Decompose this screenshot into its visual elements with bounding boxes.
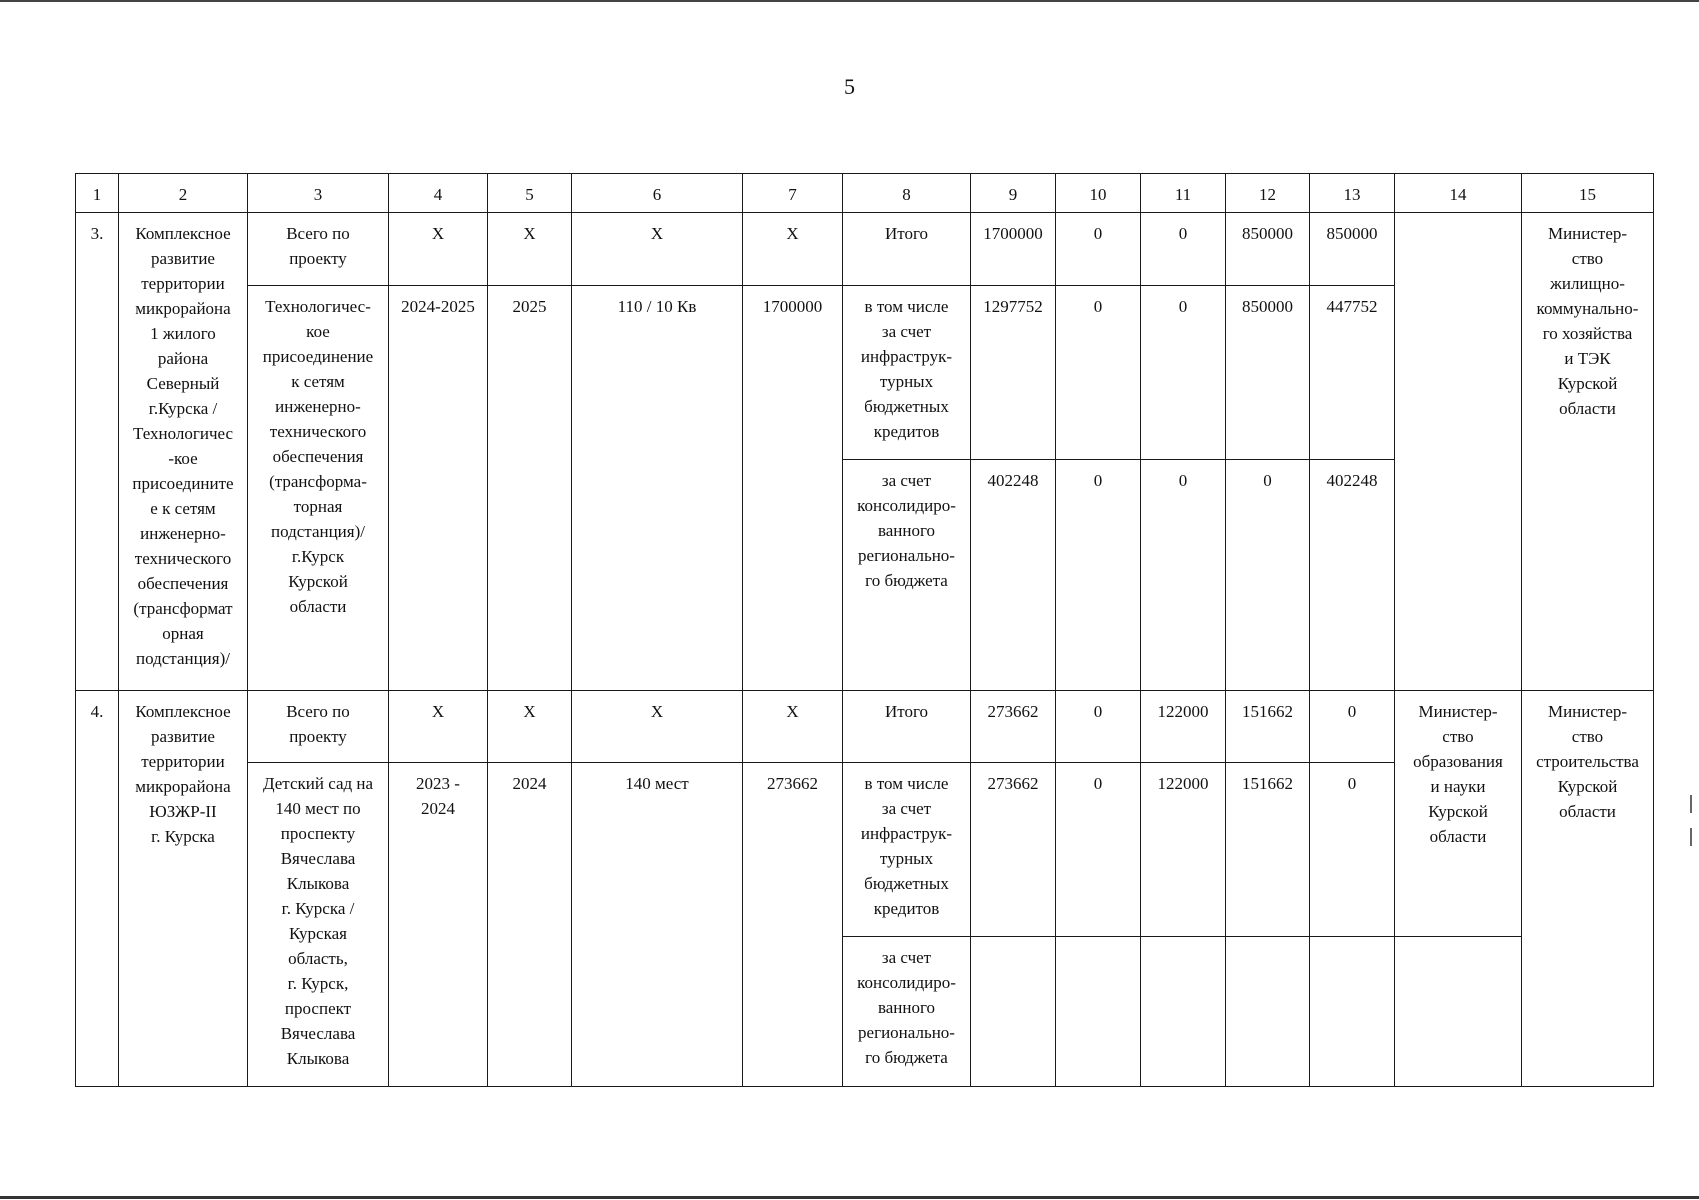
header-cell: 9 [971, 174, 1056, 213]
project-3-cost: 1700000 [743, 286, 843, 691]
project-3-regional-c11: 0 [1141, 460, 1226, 691]
project-4-year: 2024 [488, 763, 572, 1087]
project-3-total-c11: 0 [1141, 213, 1226, 286]
header-cell: 6 [572, 174, 743, 213]
project-3-total-row [76, 213, 1654, 286]
project-4-total-c11: 122000 [1141, 691, 1226, 763]
project-4-infra-c12: 151662 [1226, 763, 1310, 937]
project-3-total-c5: Х [488, 213, 572, 286]
project-4-regional-c14 [1395, 937, 1522, 1087]
project-4-regional-label: за счет консолидиро- ванного регионально- го бюджета [843, 937, 971, 1087]
project-3-total-c10: 0 [1056, 213, 1141, 286]
project-4-infra-c10: 0 [1056, 763, 1141, 937]
project-4-total-row [76, 691, 1654, 763]
page-number: 5 [844, 74, 855, 99]
project-3-period: 2024-2025 [389, 286, 488, 691]
project-3-name: Комплексное развитие территории микрорайона 1 жилого района Северный г.Курска / Технологичес -кое присоедините е к сетям инженерно- технического обеспечения (трансформат орная подстанция)/ [119, 213, 248, 691]
project-4-regional-c9 [971, 937, 1056, 1087]
project-4-regional-c13 [1310, 937, 1395, 1087]
project-4-total-c7: Х [743, 691, 843, 763]
project-3-regional-c9: 402248 [971, 460, 1056, 691]
project-4-capacity: 140 мест [572, 763, 743, 1087]
project-3-infra-c9: 1297752 [971, 286, 1056, 460]
project-3-total-c12: 850000 [1226, 213, 1310, 286]
header-cell: 3 [248, 174, 389, 213]
project-4-number: 4. [76, 691, 119, 1087]
header-cell: 1 [76, 174, 119, 213]
header-cell: 5 [488, 174, 572, 213]
header-cell: 12 [1226, 174, 1310, 213]
project-3-total-c8: Итого [843, 213, 971, 286]
header-cell: 10 [1056, 174, 1141, 213]
project-4-cost: 273662 [743, 763, 843, 1087]
project-3-infra-c10: 0 [1056, 286, 1141, 460]
project-3-infra-c12: 850000 [1226, 286, 1310, 460]
project-3-total-c4: Х [389, 213, 488, 286]
project-3-regional-label: за счет консолидиро- ванного регионально- го бюджета [843, 460, 971, 691]
project-4-total-c10: 0 [1056, 691, 1141, 763]
project-3-infra-label: в том числе за счет инфраструк- турных бюджетных кредитов [843, 286, 971, 460]
project-3-regional-c12: 0 [1226, 460, 1310, 691]
project-4-ministry-education: Министер- ство образования и науки Курской области [1395, 691, 1522, 937]
header-cell: 4 [389, 174, 488, 213]
project-4-total-c9: 273662 [971, 691, 1056, 763]
project-3-c14 [1395, 213, 1522, 691]
header-cell: 15 [1522, 174, 1654, 213]
project-3-total-c13: 850000 [1310, 213, 1395, 286]
project-3-year: 2025 [488, 286, 572, 691]
project-3-total-c7: Х [743, 213, 843, 286]
project-3-total-label: Всего по проекту [248, 213, 389, 286]
header-cell: 2 [119, 174, 248, 213]
project-4-regional-c12 [1226, 937, 1310, 1087]
project-3-infra-c11: 0 [1141, 286, 1226, 460]
header-cell: 7 [743, 174, 843, 213]
project-3-regional-c13: 402248 [1310, 460, 1395, 691]
project-4-total-c8: Итого [843, 691, 971, 763]
header-cell: 14 [1395, 174, 1522, 213]
investment-projects-table [75, 173, 1654, 1087]
header-cell: 13 [1310, 174, 1395, 213]
project-4-ministry-construction: Министер- ство строительства Курской области [1522, 691, 1654, 1087]
project-4-name: Комплексное развитие территории микрорайона ЮЗЖР-II г. Курска [119, 691, 248, 1087]
project-4-total-label: Всего по проекту [248, 691, 389, 763]
project-4-total-c4: Х [389, 691, 488, 763]
project-3-ministry: Министер- ство жилищно- коммунально- го хозяйства и ТЭК Курской области [1522, 213, 1654, 691]
scan-edge-bottom [0, 1196, 1699, 1199]
project-4-total-c6: Х [572, 691, 743, 763]
header-cell: 8 [843, 174, 971, 213]
project-3-object-name: Технологичес- кое присоединение к сетям инженерно- технического обеспечения (трансформа- торная подстанция)/ г.Курск Курской области [248, 286, 389, 691]
project-4-infra-c11: 122000 [1141, 763, 1226, 937]
project-4-regional-c10 [1056, 937, 1141, 1087]
header-cell: 11 [1141, 174, 1226, 213]
project-3-total-c9: 1700000 [971, 213, 1056, 286]
scan-mark [1690, 828, 1692, 846]
project-4-period: 2023 - 2024 [389, 763, 488, 1087]
project-3-regional-c10: 0 [1056, 460, 1141, 691]
project-4-object-name: Детский сад на 140 мест по проспекту Вячеслава Клыкова г. Курска / Курская область, г. Курск, проспект Вячеслава Клыкова [248, 763, 389, 1087]
project-4-infra-label: в том числе за счет инфраструк- турных бюджетных кредитов [843, 763, 971, 937]
project-3-infra-c13: 447752 [1310, 286, 1395, 460]
scan-mark [1690, 795, 1692, 813]
project-3-total-c6: Х [572, 213, 743, 286]
scan-edge-top [0, 0, 1699, 2]
project-4-total-c13: 0 [1310, 691, 1395, 763]
project-3-number: 3. [76, 213, 119, 691]
project-4-infra-c13: 0 [1310, 763, 1395, 937]
project-4-regional-c11 [1141, 937, 1226, 1087]
project-4-total-c5: Х [488, 691, 572, 763]
project-4-infra-c9: 273662 [971, 763, 1056, 937]
header-row [76, 174, 1654, 213]
project-4-total-c12: 151662 [1226, 691, 1310, 763]
project-3-capacity: 110 / 10 Кв [572, 286, 743, 691]
